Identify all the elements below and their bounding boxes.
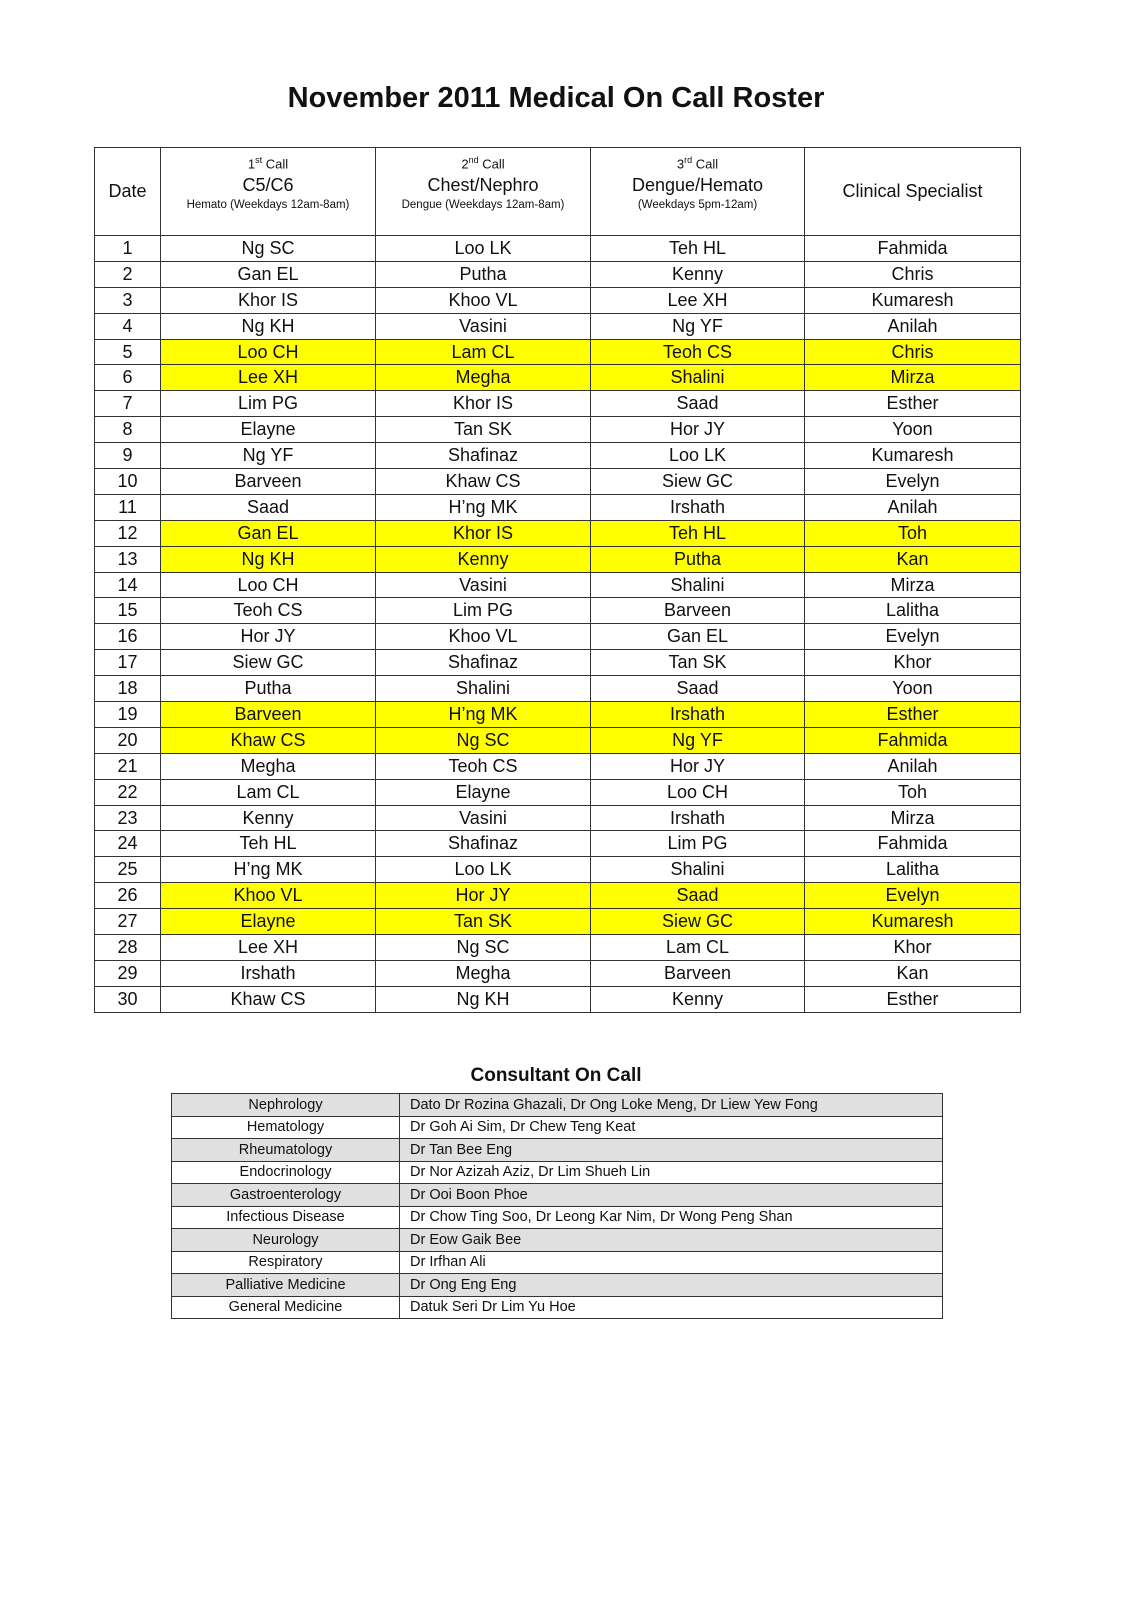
date-cell: 15 <box>95 598 161 624</box>
roster-row <box>95 443 1021 469</box>
first-call-cell: Megha <box>161 753 376 779</box>
roster-row <box>95 261 1021 287</box>
roster-row <box>95 857 1021 883</box>
first-call-cell: Teoh CS <box>161 598 376 624</box>
specialty-cell: Palliative Medicine <box>172 1274 400 1297</box>
header-first-call <box>161 148 376 236</box>
second-call-cell: Teoh CS <box>376 753 591 779</box>
first-call-cell: Barveen <box>161 469 376 495</box>
roster-row <box>95 779 1021 805</box>
first-call-cell: Khoo VL <box>161 883 376 909</box>
third-call-cell: Kenny <box>591 986 805 1012</box>
third-call-cell: Lee XH <box>591 287 805 313</box>
call-word: Call <box>695 156 719 172</box>
date-cell: 17 <box>95 650 161 676</box>
roster-row <box>95 986 1021 1012</box>
roster-row <box>95 391 1021 417</box>
doctors-cell: Dr Nor Azizah Aziz, Dr Lim Shueh Lin <box>400 1161 943 1184</box>
second-call-cell: Tan SK <box>376 417 591 443</box>
date-cell: 28 <box>95 935 161 961</box>
second-call-cell: Putha <box>376 261 591 287</box>
date-cell: 7 <box>95 391 161 417</box>
second-call-cell: H’ng MK <box>376 702 591 728</box>
third-call-cell: Shalini <box>591 857 805 883</box>
specialist-cell: Fahmida <box>805 727 1021 753</box>
first-call-cell: Gan EL <box>161 520 376 546</box>
third-call-cell: Gan EL <box>591 624 805 650</box>
first-call-cell: Gan EL <box>161 261 376 287</box>
specialist-cell: Toh <box>805 779 1021 805</box>
third-call-cell: Putha <box>591 546 805 572</box>
third-call-cell: Teh HL <box>591 236 805 262</box>
roster-row <box>95 960 1021 986</box>
second-call-cell: Khaw CS <box>376 469 591 495</box>
roster-row <box>95 909 1021 935</box>
second-call-cell: Ng SC <box>376 727 591 753</box>
date-cell: 4 <box>95 313 161 339</box>
first-call-cell: Elayne <box>161 417 376 443</box>
call-sup: rd <box>684 155 693 166</box>
first-call-cell: Ng YF <box>161 443 376 469</box>
third-call-cell: Irshath <box>591 805 805 831</box>
doctors-cell: Dr Eow Gaik Bee <box>400 1229 943 1252</box>
second-call-cell: Shafinaz <box>376 831 591 857</box>
consultant-row <box>172 1116 943 1139</box>
date-cell: 21 <box>95 753 161 779</box>
date-cell: 10 <box>95 469 161 495</box>
second-call-cell: Khor IS <box>376 391 591 417</box>
date-cell: 22 <box>95 779 161 805</box>
date-cell: 23 <box>95 805 161 831</box>
roster-row <box>95 650 1021 676</box>
first-call-cell: H’ng MK <box>161 857 376 883</box>
second-call-cell: Loo LK <box>376 236 591 262</box>
specialist-cell: Evelyn <box>805 883 1021 909</box>
third-call-cell: Ng YF <box>591 313 805 339</box>
specialty-cell: Endocrinology <box>172 1161 400 1184</box>
date-cell: 26 <box>95 883 161 909</box>
second-call-cell: Shafinaz <box>376 650 591 676</box>
second-call-cell: Vasini <box>376 805 591 831</box>
header-sub: (Weekdays 5pm-12am) <box>637 198 758 211</box>
date-cell: 9 <box>95 443 161 469</box>
consultant-row <box>172 1251 943 1274</box>
roster-row <box>95 727 1021 753</box>
roster-row <box>95 598 1021 624</box>
first-call-cell: Kenny <box>161 805 376 831</box>
second-call-cell: Khor IS <box>376 520 591 546</box>
date-cell: 6 <box>95 365 161 391</box>
date-cell: 1 <box>95 236 161 262</box>
specialist-cell: Lalitha <box>805 857 1021 883</box>
specialist-cell: Esther <box>805 986 1021 1012</box>
doctors-cell: Dr Tan Bee Eng <box>400 1139 943 1162</box>
doctors-cell: Dr Irfhan Ali <box>400 1251 943 1274</box>
call-num: 3 <box>676 156 685 172</box>
roster-row <box>95 339 1021 365</box>
specialist-cell: Mirza <box>805 572 1021 598</box>
first-call-cell: Loo CH <box>161 339 376 365</box>
first-call-cell: Siew GC <box>161 650 376 676</box>
header-sub: Dengue (Weekdays 12am-8am) <box>401 198 565 211</box>
roster-row <box>95 236 1021 262</box>
second-call-cell: Loo LK <box>376 857 591 883</box>
header-call-label <box>591 152 804 172</box>
second-call-cell: Khoo VL <box>376 287 591 313</box>
roster-table <box>94 147 1021 1013</box>
third-call-cell: Hor JY <box>591 753 805 779</box>
roster-row <box>95 365 1021 391</box>
third-call-cell: Siew GC <box>591 469 805 495</box>
date-cell: 13 <box>95 546 161 572</box>
call-sup: nd <box>468 155 479 166</box>
date-cell: 29 <box>95 960 161 986</box>
date-cell: 12 <box>95 520 161 546</box>
roster-row <box>95 702 1021 728</box>
first-call-cell: Khaw CS <box>161 727 376 753</box>
doctors-cell: Dr Ong Eng Eng <box>400 1274 943 1297</box>
third-call-cell: Barveen <box>591 960 805 986</box>
page-title: November 2011 Medical On Call Roster <box>287 82 825 114</box>
roster-row <box>95 753 1021 779</box>
doctors-cell: Dr Goh Ai Sim, Dr Chew Teng Keat <box>400 1116 943 1139</box>
first-call-cell: Lam CL <box>161 779 376 805</box>
header-third-call <box>591 148 805 236</box>
specialist-cell: Mirza <box>805 365 1021 391</box>
third-call-cell: Saad <box>591 676 805 702</box>
third-call-cell: Teh HL <box>591 520 805 546</box>
specialty-cell: Nephrology <box>172 1094 400 1117</box>
specialist-cell: Khor <box>805 935 1021 961</box>
specialist-cell: Yoon <box>805 417 1021 443</box>
date-cell: 20 <box>95 727 161 753</box>
consultant-title: Consultant On Call <box>470 1065 642 1086</box>
roster-row <box>95 831 1021 857</box>
specialist-cell: Kumaresh <box>805 909 1021 935</box>
first-call-cell: Ng KH <box>161 546 376 572</box>
specialist-cell: Kumaresh <box>805 287 1021 313</box>
second-call-cell: Tan SK <box>376 909 591 935</box>
header-clinical-specialist <box>805 148 1021 236</box>
specialist-cell: Kan <box>805 960 1021 986</box>
roster-row <box>95 572 1021 598</box>
specialist-cell: Anilah <box>805 753 1021 779</box>
third-call-cell: Saad <box>591 883 805 909</box>
consultant-row <box>172 1094 943 1117</box>
third-call-cell: Irshath <box>591 494 805 520</box>
header-ward: Dengue/Hemato <box>631 174 764 195</box>
second-call-cell: Shafinaz <box>376 443 591 469</box>
doctors-cell: Dato Dr Rozina Ghazali, Dr Ong Loke Meng, Dr Liew Yew Fong <box>400 1094 943 1117</box>
third-call-cell: Teoh CS <box>591 339 805 365</box>
consultant-row <box>172 1161 943 1184</box>
first-call-cell: Saad <box>161 494 376 520</box>
second-call-cell: Ng SC <box>376 935 591 961</box>
date-cell: 24 <box>95 831 161 857</box>
roster-row <box>95 520 1021 546</box>
header-sub: Hemato (Weekdays 12am-8am) <box>186 198 350 211</box>
specialty-cell: General Medicine <box>172 1296 400 1319</box>
date-cell: 25 <box>95 857 161 883</box>
header-date <box>95 148 161 236</box>
call-word: Call <box>482 156 505 172</box>
second-call-cell: Vasini <box>376 572 591 598</box>
third-call-cell: Shalini <box>591 572 805 598</box>
date-cell: 30 <box>95 986 161 1012</box>
specialist-cell: Chris <box>805 261 1021 287</box>
specialist-cell: Lalitha <box>805 598 1021 624</box>
specialist-cell: Anilah <box>805 494 1021 520</box>
specialist-cell: Khor <box>805 650 1021 676</box>
date-cell: 8 <box>95 417 161 443</box>
first-call-cell: Barveen <box>161 702 376 728</box>
date-cell: 14 <box>95 572 161 598</box>
date-cell: 3 <box>95 287 161 313</box>
specialty-cell: Neurology <box>172 1229 400 1252</box>
roster-header-row <box>95 148 1021 236</box>
date-cell: 11 <box>95 494 161 520</box>
specialist-cell: Fahmida <box>805 236 1021 262</box>
third-call-cell: Shalini <box>591 365 805 391</box>
date-cell: 5 <box>95 339 161 365</box>
specialty-cell: Respiratory <box>172 1251 400 1274</box>
roster-row <box>95 883 1021 909</box>
specialist-cell: Mirza <box>805 805 1021 831</box>
roster-row <box>95 494 1021 520</box>
header-call-label <box>161 152 375 172</box>
third-call-cell: Irshath <box>591 702 805 728</box>
call-sup: st <box>255 155 263 166</box>
roster-row <box>95 313 1021 339</box>
third-call-cell: Lim PG <box>591 831 805 857</box>
specialist-cell: Kumaresh <box>805 443 1021 469</box>
header-call-label <box>376 152 590 172</box>
specialty-cell: Gastroenterology <box>172 1184 400 1207</box>
third-call-cell: Loo CH <box>591 779 805 805</box>
second-call-cell: Megha <box>376 960 591 986</box>
second-call-cell: Hor JY <box>376 883 591 909</box>
consultant-row <box>172 1206 943 1229</box>
specialist-cell: Evelyn <box>805 624 1021 650</box>
date-cell: 27 <box>95 909 161 935</box>
consultant-row <box>172 1184 943 1207</box>
specialist-cell: Esther <box>805 702 1021 728</box>
consultant-table <box>171 1093 943 1319</box>
consultant-row <box>172 1296 943 1319</box>
date-cell: 16 <box>95 624 161 650</box>
doctors-cell: Dr Ooi Boon Phoe <box>400 1184 943 1207</box>
date-cell: 2 <box>95 261 161 287</box>
first-call-cell: Ng KH <box>161 313 376 339</box>
roster-row <box>95 417 1021 443</box>
second-call-cell: Megha <box>376 365 591 391</box>
date-cell: 19 <box>95 702 161 728</box>
second-call-cell: Elayne <box>376 779 591 805</box>
second-call-cell: Kenny <box>376 546 591 572</box>
specialist-cell: Toh <box>805 520 1021 546</box>
first-call-cell: Lim PG <box>161 391 376 417</box>
third-call-cell: Barveen <box>591 598 805 624</box>
call-num: 1 <box>247 156 256 172</box>
specialist-cell: Fahmida <box>805 831 1021 857</box>
second-call-cell: Lim PG <box>376 598 591 624</box>
roster-row <box>95 469 1021 495</box>
third-call-cell: Loo LK <box>591 443 805 469</box>
first-call-cell: Hor JY <box>161 624 376 650</box>
specialist-cell: Evelyn <box>805 469 1021 495</box>
roster-row <box>95 935 1021 961</box>
doctors-cell: Dr Chow Ting Soo, Dr Leong Kar Nim, Dr Wong Peng Shan <box>400 1206 943 1229</box>
first-call-cell: Lee XH <box>161 935 376 961</box>
second-call-cell: Vasini <box>376 313 591 339</box>
consultant-row <box>172 1229 943 1252</box>
specialty-cell: Rheumatology <box>172 1139 400 1162</box>
second-call-cell: Shalini <box>376 676 591 702</box>
third-call-cell: Lam CL <box>591 935 805 961</box>
consultant-row <box>172 1274 943 1297</box>
third-call-cell: Ng YF <box>591 727 805 753</box>
first-call-cell: Putha <box>161 676 376 702</box>
second-call-cell: Ng KH <box>376 986 591 1012</box>
call-num: 2 <box>461 156 469 172</box>
doctors-cell: Datuk Seri Dr Lim Yu Hoe <box>400 1296 943 1319</box>
first-call-cell: Elayne <box>161 909 376 935</box>
third-call-cell: Tan SK <box>591 650 805 676</box>
specialty-cell: Infectious Disease <box>172 1206 400 1229</box>
header-specialist-label: Clinical Specialist <box>842 181 983 201</box>
call-word: Call <box>265 156 289 172</box>
roster-row <box>95 676 1021 702</box>
date-cell: 18 <box>95 676 161 702</box>
third-call-cell: Siew GC <box>591 909 805 935</box>
consultant-row <box>172 1139 943 1162</box>
specialist-cell: Anilah <box>805 313 1021 339</box>
first-call-cell: Khaw CS <box>161 986 376 1012</box>
roster-row <box>95 287 1021 313</box>
first-call-cell: Lee XH <box>161 365 376 391</box>
third-call-cell: Hor JY <box>591 417 805 443</box>
second-call-cell: Lam CL <box>376 339 591 365</box>
first-call-cell: Teh HL <box>161 831 376 857</box>
third-call-cell: Kenny <box>591 261 805 287</box>
specialty-cell: Hematology <box>172 1116 400 1139</box>
specialist-cell: Yoon <box>805 676 1021 702</box>
header-second-call <box>376 148 591 236</box>
second-call-cell: Khoo VL <box>376 624 591 650</box>
header-ward: C5/C6 <box>242 174 294 195</box>
roster-row <box>95 805 1021 831</box>
first-call-cell: Irshath <box>161 960 376 986</box>
header-ward: Chest/Nephro <box>427 174 539 195</box>
roster-row <box>95 546 1021 572</box>
specialist-cell: Kan <box>805 546 1021 572</box>
second-call-cell: H’ng MK <box>376 494 591 520</box>
specialist-cell: Chris <box>805 339 1021 365</box>
first-call-cell: Loo CH <box>161 572 376 598</box>
third-call-cell: Saad <box>591 391 805 417</box>
specialist-cell: Esther <box>805 391 1021 417</box>
roster-row <box>95 624 1021 650</box>
header-date-label: Date <box>108 181 147 201</box>
first-call-cell: Khor IS <box>161 287 376 313</box>
first-call-cell: Ng SC <box>161 236 376 262</box>
